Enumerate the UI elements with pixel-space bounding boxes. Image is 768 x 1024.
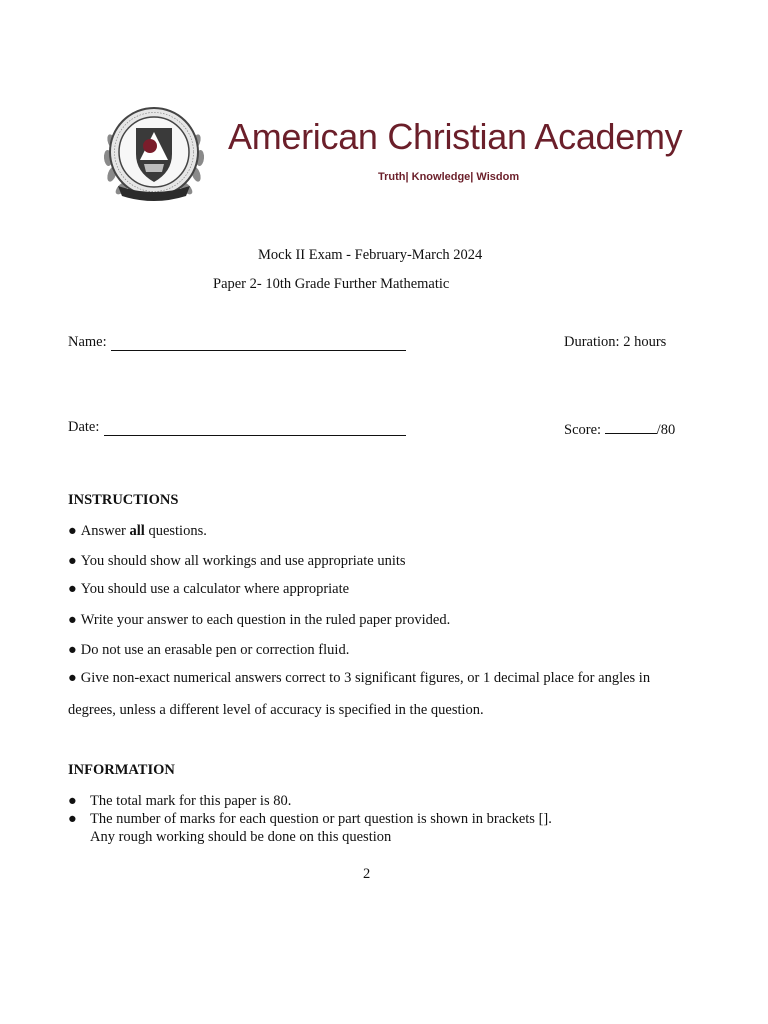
- instruction-item: [68, 581, 349, 598]
- name-row: [68, 334, 688, 356]
- instruction-text: Answer: [80, 523, 130, 539]
- instruction-text: You should use a calculator where appropriate: [80, 581, 350, 597]
- name-label: Name:: [68, 334, 107, 350]
- bullet-icon: ●: [68, 670, 77, 686]
- information-item: The number of marks for each question or part question is shown in brackets [].: [90, 811, 552, 827]
- information-item: Any rough working should be done on this question: [90, 829, 392, 845]
- score-label: Score:: [564, 422, 602, 438]
- page-number: 2: [363, 866, 371, 882]
- instruction-text: Write your answer to each question in the ruled paper provided.: [80, 612, 451, 628]
- bullet-icon: ●: [68, 811, 77, 827]
- bullet-icon: ●: [68, 793, 77, 809]
- instruction-emphasis: all: [129, 523, 145, 539]
- exam-title: Mock II Exam - February-March 2024: [258, 247, 483, 263]
- instruction-text: Do not use an erasable pen or correction fluid.: [80, 642, 350, 658]
- score-field: [564, 419, 675, 439]
- score-blank-line[interactable]: [605, 419, 657, 434]
- school-name: American Christian Academy: [228, 116, 683, 157]
- information-item: The total mark for this paper is 80.: [90, 793, 292, 809]
- instruction-text: You should show all workings and use appropriate units: [80, 553, 406, 569]
- instructions-heading: INSTRUCTIONS: [68, 492, 179, 508]
- instruction-item: [68, 612, 450, 629]
- instruction-text-continued: degrees, unless a different level of accuracy is specified in the question.: [68, 702, 484, 718]
- bullet-icon: ●: [68, 581, 77, 597]
- information-heading: INFORMATION: [68, 762, 175, 778]
- instruction-item: [68, 523, 207, 540]
- bullet-icon: ●: [68, 612, 77, 628]
- instruction-item: [68, 670, 650, 687]
- school-motto: Truth| Knowledge| Wisdom: [378, 171, 520, 183]
- school-seal-icon: [98, 102, 210, 206]
- instruction-text: Give non-exact numerical answers correct to 3 significant figures, or 1 decimal place for angles in: [80, 670, 651, 686]
- date-blank-line[interactable]: [104, 435, 406, 436]
- paper-title: Paper 2- 10th Grade Further Mathematic: [213, 276, 450, 292]
- bullet-icon: ●: [68, 523, 77, 539]
- instruction-item: [68, 642, 349, 659]
- score-total: /80: [656, 422, 676, 438]
- instruction-text: questions.: [144, 523, 207, 539]
- instruction-item: [68, 553, 406, 570]
- bullet-icon: ●: [68, 553, 77, 569]
- name-blank-line[interactable]: [111, 350, 406, 351]
- date-label: Date:: [68, 419, 100, 435]
- duration-text: Duration: 2 hours: [564, 334, 667, 350]
- bullet-icon: ●: [68, 642, 77, 658]
- date-row: [68, 419, 688, 441]
